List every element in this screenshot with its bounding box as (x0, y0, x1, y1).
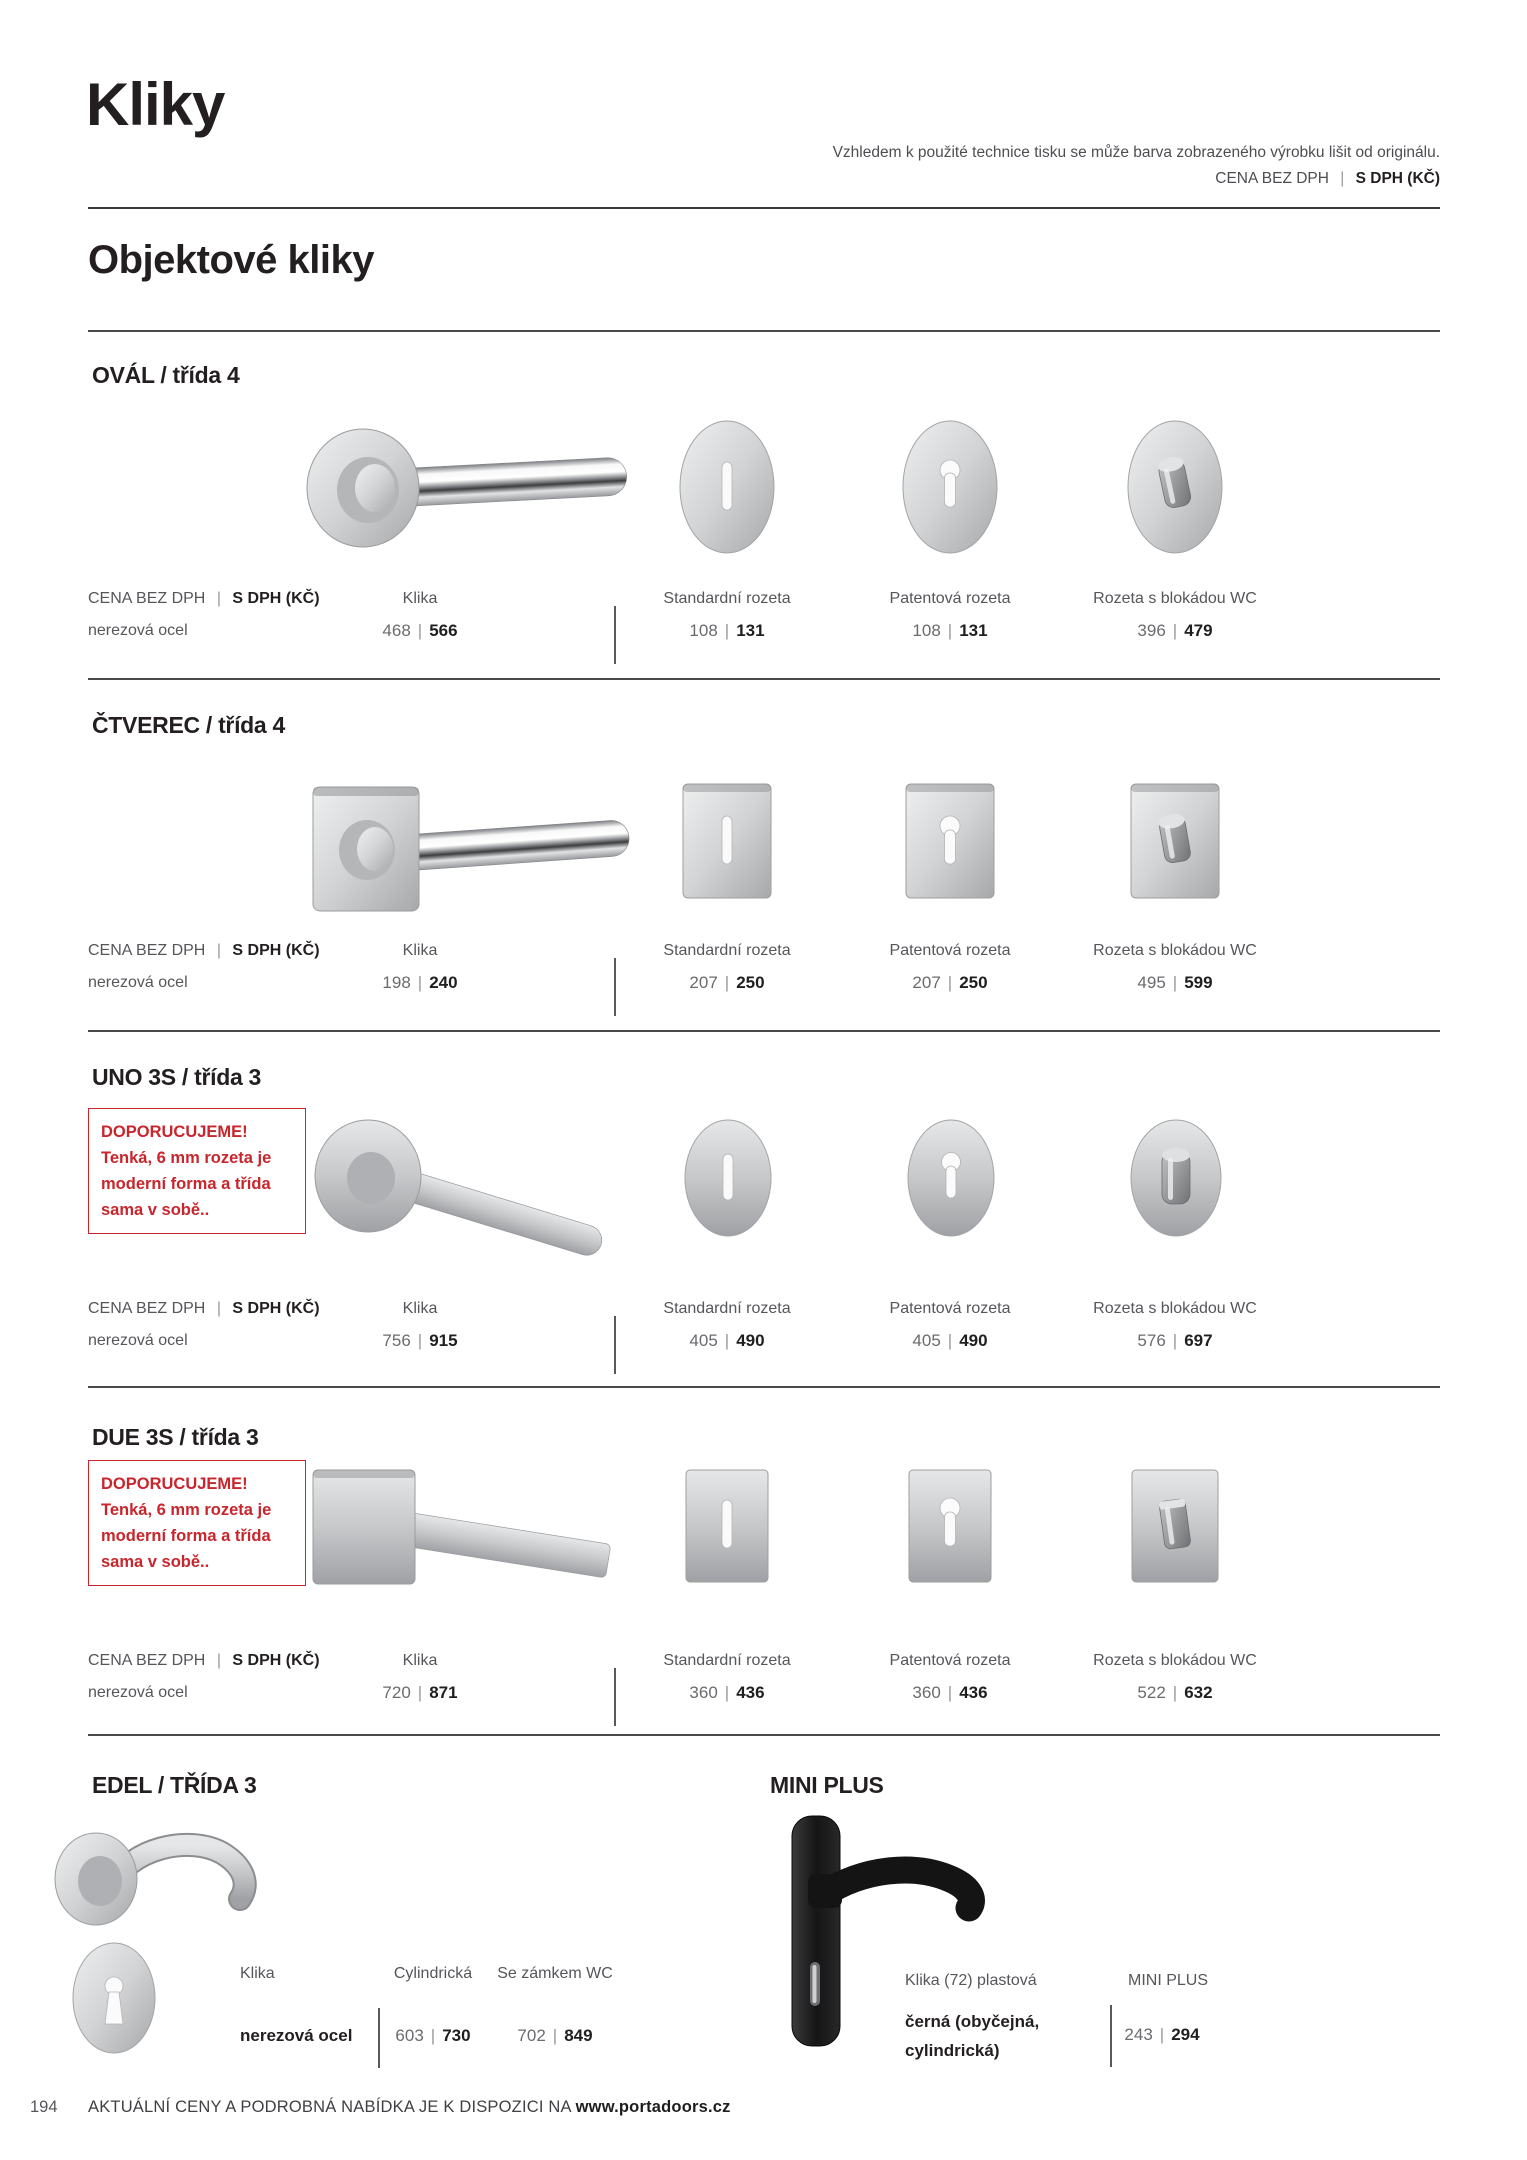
edel-price-se-zamkem-wc: 702 | 849 (517, 2026, 593, 2045)
column-label: Patentová rozeta (889, 1300, 1011, 1317)
column-label: Patentová rozeta (889, 1652, 1011, 1669)
price-wc-rozeta: 396 | 479 (1137, 621, 1213, 640)
price-klika: 756 | 915 (382, 1331, 458, 1350)
price-header-label: CENA BEZ DPH | S DPH (KČ) (88, 590, 320, 607)
lever-handle-due-image (295, 1454, 640, 1669)
column-label: Rozeta s blokádou WC (1093, 1300, 1257, 1317)
patent-rozeta-due-image (903, 1464, 997, 1592)
column-label: Klika (402, 1300, 438, 1317)
miniplus-col-miniplus: MINI PLUS (1128, 1972, 1209, 1989)
header-rule (88, 207, 1440, 209)
price-klika: 720 | 871 (382, 1683, 458, 1702)
wc-rozeta-oval-image (1125, 415, 1225, 563)
column-label: Klika (402, 1652, 438, 1669)
column-divider (614, 606, 616, 664)
patent-rozeta-oval-image (900, 415, 1000, 563)
edel-col-cylindricka: Cylindrická (393, 1965, 473, 1982)
recommendation-box: DOPORUCUJEME! Tenká, 6 mm rozeta je moderní forma a třída sama v sobě.. (88, 1108, 306, 1234)
section-title: DUE 3S / třída 3 (92, 1424, 259, 1450)
section-title-edel: EDEL / TŘÍDA 3 (92, 1772, 257, 1798)
section-due3s (0, 1416, 1527, 1736)
edel-key-rozeta-image (66, 1938, 162, 2060)
price-header-label: CENA BEZ DPH | S DPH (KČ) (88, 1652, 320, 1669)
column-divider (614, 958, 616, 1016)
price-header-label: CENA BEZ DPH | S DPH (KČ) (88, 1300, 320, 1317)
section-edel-miniplus (0, 1760, 1527, 2090)
category-heading: Objektové kliky (88, 238, 374, 282)
patent-rozeta-square-image (900, 778, 1000, 908)
price-wc-rozeta: 495 | 599 (1137, 973, 1213, 992)
column-divider (614, 1316, 616, 1374)
price-legend: CENA BEZ DPH | S DPH (KČ) (1215, 170, 1440, 187)
material-label: nerezová ocel (88, 1684, 188, 1701)
column-label: Rozeta s blokádou WC (1093, 1652, 1257, 1669)
price-standard-rozeta: 405 | 490 (689, 1331, 765, 1350)
price-patent-rozeta: 207 | 250 (912, 973, 988, 992)
edel-handle-image (48, 1815, 293, 1935)
price-header-label: CENA BEZ DPH | S DPH (KČ) (88, 942, 320, 959)
lever-handle-oval-image (295, 410, 640, 565)
page-title: Kliky (86, 71, 225, 138)
column-label: Rozeta s blokádou WC (1093, 942, 1257, 959)
section-ctverec (0, 710, 1527, 1032)
price-wc-rozeta: 576 | 697 (1137, 1331, 1213, 1350)
lever-handle-square-image (295, 765, 640, 935)
category-rule (88, 330, 1440, 332)
column-label: Klika (402, 942, 438, 959)
price-standard-rozeta: 207 | 250 (689, 973, 765, 992)
edel-col-klika: Klika (240, 1965, 275, 1982)
disclaimer-text: Vzhledem k použité technice tisku se může barva zobrazeného výrobku lišit od originálu. (832, 144, 1440, 161)
price-patent-rozeta: 108 | 131 (912, 621, 988, 640)
section-oval (0, 360, 1527, 682)
edel-material: nerezová ocel (240, 2026, 353, 2045)
column-label: Rozeta s blokádou WC (1093, 590, 1257, 607)
lever-handle-uno-image (300, 1101, 635, 1316)
section-rule (88, 1386, 1440, 1388)
price-klika: 468 | 566 (382, 621, 458, 640)
wc-rozeta-uno-image (1128, 1114, 1224, 1249)
material-label: nerezová ocel (88, 1332, 188, 1349)
section-rule (88, 678, 1440, 680)
standard-rozeta-uno-image (682, 1114, 774, 1249)
edel-price-cylindricka: 603 | 730 (395, 2026, 471, 2045)
column-label: Patentová rozeta (889, 942, 1011, 959)
wc-rozeta-due-image (1126, 1464, 1224, 1592)
print-disclaimer (833, 140, 1440, 192)
column-label: Standardní rozeta (663, 590, 791, 607)
miniplus-col-klika: Klika (72) plastová (905, 1972, 1037, 1989)
section-title: UNO 3S / třída 3 (92, 1064, 262, 1090)
price-klika: 198 | 240 (382, 973, 458, 992)
price-standard-rozeta: 108 | 131 (689, 621, 765, 640)
column-label: Standardní rozeta (663, 942, 791, 959)
section-uno3s (0, 1056, 1527, 1388)
price-standard-rozeta: 360 | 436 (689, 1683, 765, 1702)
material-label: nerezová ocel (88, 974, 188, 991)
wc-rozeta-square-image (1125, 778, 1225, 908)
standard-rozeta-due-image (680, 1464, 774, 1592)
edel-col-se-zamkem-wc: Se zámkem WC (497, 1965, 613, 1982)
standard-rozeta-oval-image (677, 415, 777, 563)
recommendation-title: DOPORUCUJEME! (101, 1475, 248, 1493)
price-wc-rozeta: 522 | 632 (1137, 1683, 1213, 1702)
column-label: Standardní rozeta (663, 1652, 791, 1669)
column-divider (614, 1668, 616, 1726)
footer-url[interactable]: www.portadoors.cz (575, 2098, 731, 2116)
miniplus-material-line1: černá (obyčejná, (905, 2012, 1040, 2031)
column-label: Standardní rozeta (663, 1300, 791, 1317)
section-title-miniplus: MINI PLUS (770, 1772, 884, 1798)
column-label: Patentová rozeta (889, 590, 1011, 607)
section-rule (88, 1734, 1440, 1736)
material-label: nerezová ocel (88, 622, 188, 639)
section-title: OVÁL / třída 4 (92, 362, 240, 388)
patent-rozeta-uno-image (905, 1114, 997, 1249)
recommendation-box: DOPORUCUJEME! Tenká, 6 mm rozeta je moderní forma a třída sama v sobě.. (88, 1460, 306, 1586)
column-label: Klika (402, 590, 438, 607)
footer-note: AKTUÁLNÍ CENY A PODROBNÁ NABÍDKA JE K DISPOZICI NA www.portadoors.cz (88, 2098, 731, 2116)
miniplus-material-line2: cylindrická) (905, 2041, 1000, 2060)
miniplus-price: 243 | 294 (1124, 2025, 1200, 2044)
standard-rozeta-square-image (677, 778, 777, 908)
price-patent-rozeta: 405 | 490 (912, 1331, 988, 1350)
page-number: 194 (30, 2098, 58, 2116)
section-title: ČTVEREC / třída 4 (92, 712, 285, 738)
section-rule (88, 1030, 1440, 1032)
price-patent-rozeta: 360 | 436 (912, 1683, 988, 1702)
recommendation-title: DOPORUCUJEME! (101, 1123, 248, 1141)
